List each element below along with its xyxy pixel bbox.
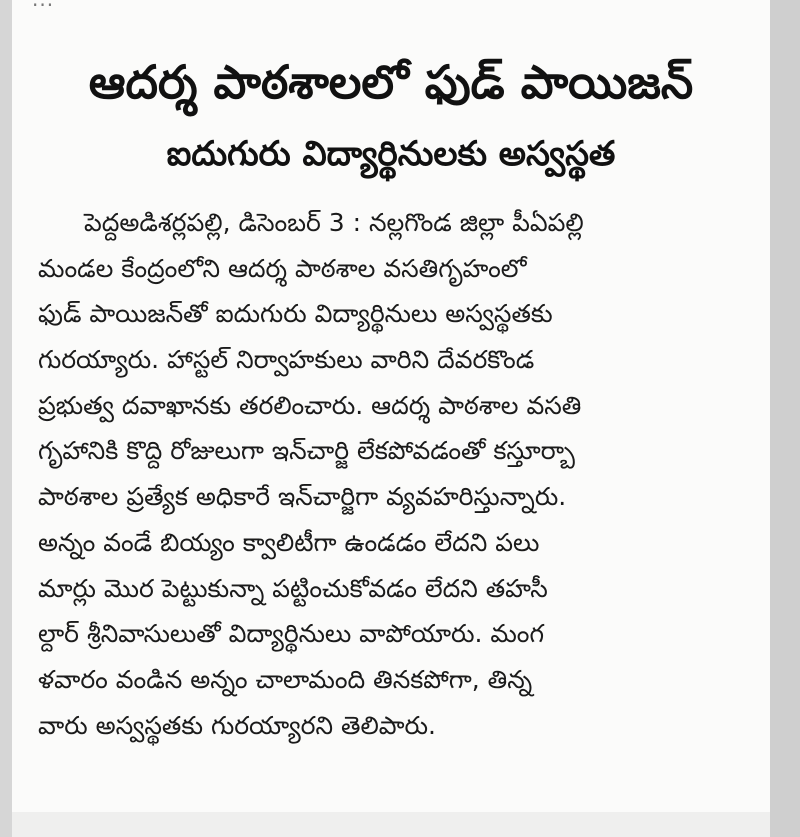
body-line: అన్నం వండే బియ్యం క్వాలిటీగా ఉండడం లేదని పలు bbox=[38, 527, 540, 557]
body-line: ప్రభుత్వ దవాఖానకు తరలించారు. ఆదర్శ పాఠశాల వసతి bbox=[38, 390, 582, 420]
body-line: గృహానికి కొద్ది రోజులుగా ఇన్‌చార్జి లేకపోవడంతో కస్తూర్బా bbox=[38, 436, 575, 466]
body-line: పాఠశాల ప్రత్యేక అధికారే ఇన్‌చార్జిగా వ్యవహరిస్తున్నారు. bbox=[38, 482, 567, 512]
body-line: మండల కేంద్రంలోని ఆదర్శ పాఠశాల వసతిగృహంలో bbox=[38, 253, 527, 283]
paper-bottom-strip bbox=[12, 812, 770, 837]
subheadline: ఐదుగురు విద్యార్థినులకు అస్వస్థత bbox=[166, 134, 616, 174]
clipping-edge bbox=[770, 0, 800, 837]
body-line: మార్లు మొర పెట్టుకున్నా పట్టించుకోవడం లేదని తహసీ bbox=[38, 573, 548, 603]
cut-off-previous-line bbox=[32, 0, 552, 10]
body-line: ల్దార్ శ్రీనివాసులుతో విద్యార్థినులు వాపోయారు. మంగ bbox=[38, 619, 545, 649]
body-line: పెద్దఅడిశర్లపల్లి, డిసెంబర్ 3 : నల్లగొండ జిల్లా పీఏపల్లి bbox=[84, 208, 584, 237]
article-body bbox=[38, 200, 744, 748]
headline: ఆదర్శ పాఠశాలలో ఫుడ్ పాయిజన్ bbox=[88, 55, 694, 109]
body-line: ళవారం వండిన అన్నం చాలామంది తినకపోగా, తిన్న bbox=[38, 664, 533, 694]
body-line: గురయ్యారు. హాస్టల్ నిర్వాహకులు వారిని దేవరకొండ bbox=[38, 345, 535, 375]
body-line: ఫుడ్ పాయిజన్‌తో ఐదుగురు విద్యార్థినులు అస్వస్థతకు bbox=[38, 299, 553, 329]
newspaper-clipping bbox=[12, 0, 770, 837]
body-line: వారు అస్వస్థతకు గురయ్యారని తెలిపారు. bbox=[38, 710, 436, 740]
